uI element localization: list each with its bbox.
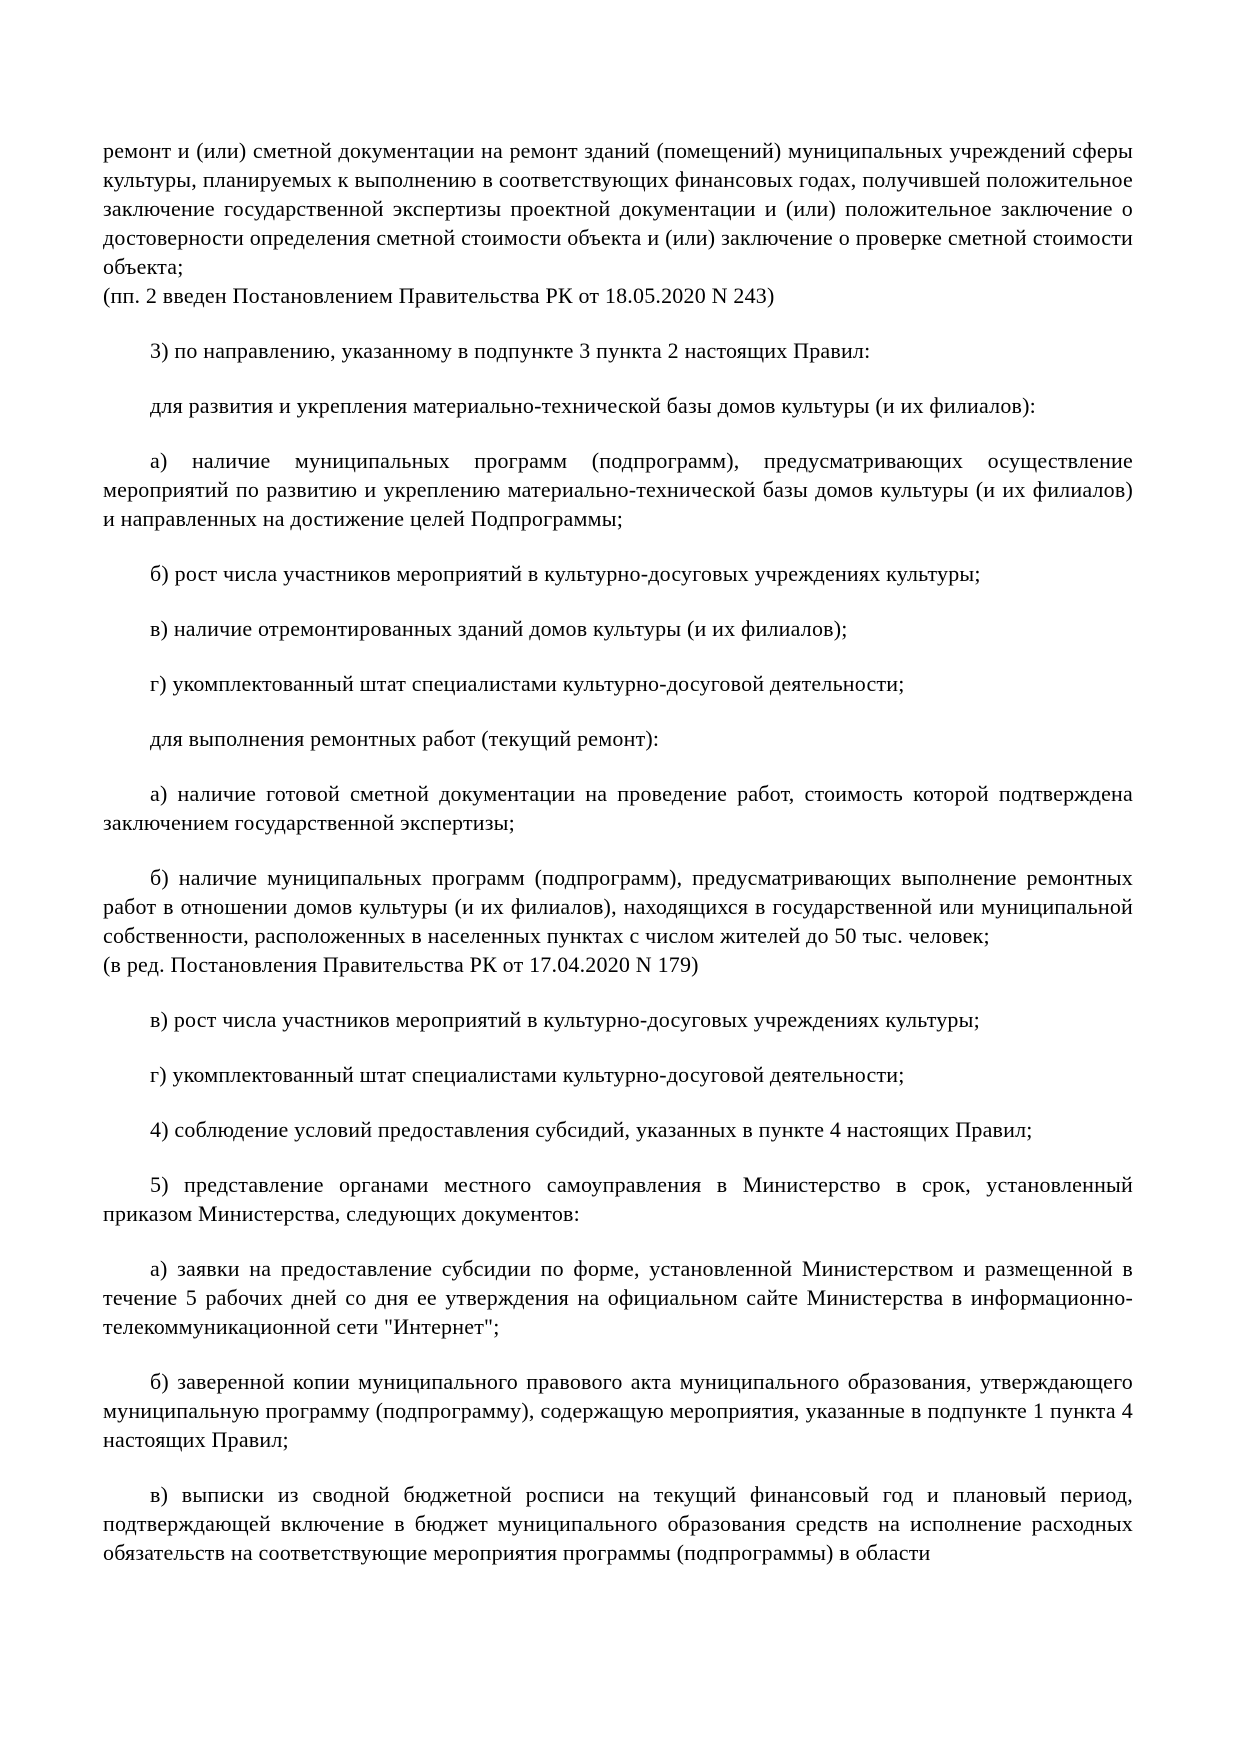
amendment-note-pp2: (пп. 2 введен Постановлением Правительства РК от 18.05.2020 N 243)	[103, 283, 775, 308]
subitem-a-municipal-programs: а) наличие муниципальных программ (подпрограмм), предусматривающих осуществление мероприятий по развитию и укреплению материально-технической базы домов культуры (и их филиалов) и направленных на достижение целей Подпрограммы;	[103, 448, 1133, 531]
subitem-v-repaired-buildings: в) наличие отремонтированных зданий домов культуры (и их филиалов);	[150, 616, 848, 641]
para-development-material-base: для развития и укрепления материально-технической базы домов культуры (и их филиалов):	[150, 393, 1036, 418]
para-repair-documentation-continuation: ремонт и (или) сметной документации на ремонт зданий (помещений) муниципальных учреждений сферы культуры, планируемых к выполнению в соответствующих финансовых годах, получившей положительное заключение государственной экспертизы проектной документации и (или) положительное заключение о достоверности определения сметной стоимости объекта и (или) заключение о проверке сметной стоимости объекта;	[103, 138, 1133, 279]
subitem-a-subsidy-application: а) заявки на предоставление субсидии по форме, установленной Министерством и размещенной в течение 5 рабочих дней со дня ее утверждения на официальном сайте Министерства в информационно-телекоммуникационной сети "Интернет";	[103, 1256, 1133, 1339]
item-3-direction: 3) по направлению, указанному в подпункте 3 пункта 2 настоящих Правил:	[150, 338, 871, 363]
item-4-subsidy-conditions: 4) соблюдение условий предоставления субсидий, указанных в пункте 4 настоящих Правил;	[150, 1117, 1033, 1142]
amendment-note-red-179: (в ред. Постановления Правительства РК от 17.04.2020 N 179)	[103, 952, 699, 977]
subitem-a-estimate-documentation: а) наличие готовой сметной документации на проведение работ, стоимость которой подтверждена заключением государственной экспертизы;	[103, 781, 1133, 835]
subitem-g-staffed-specialists-2: г) укомплектованный штат специалистами культурно-досуговой деятельности;	[150, 1062, 905, 1087]
subitem-b-certified-copy: б) заверенной копии муниципального правового акта муниципального образования, утверждающего муниципальную программу (подпрограмму), содержащую мероприятия, указанные в подпункте 1 пункта 4 настоящих Правил;	[103, 1369, 1133, 1452]
subitem-g-staffed-specialists: г) укомплектованный штат специалистами культурно-досуговой деятельности;	[150, 671, 905, 696]
subitem-b-repair-programs: б) наличие муниципальных программ (подпрограмм), предусматривающих выполнение ремонтных работ в отношении домов культуры (и их филиалов), находящихся в государственной или муниципальной собственности, расположенных в населенных пунктах с числом жителей до 50 тыс. человек;	[103, 865, 1133, 948]
subitem-v-participants-growth: в) рост числа участников мероприятий в культурно-досуговых учреждениях культуры;	[150, 1007, 980, 1032]
subitem-b-participants-growth: б) рост числа участников мероприятий в культурно-досуговых учреждениях культуры;	[150, 561, 981, 586]
para-current-repair-works: для выполнения ремонтных работ (текущий ремонт):	[150, 726, 660, 751]
item-5-documents-submission: 5) представление органами местного самоуправления в Министерство в срок, установленный приказом Министерства, следующих документов:	[103, 1172, 1133, 1226]
subitem-v-budget-extract: в) выписки из сводной бюджетной росписи на текущий финансовый год и плановый период, подтверждающей включение в бюджет муниципального образования средств на исполнение расходных обязательств на соответствующие мероприятия программы (подпрограммы) в области	[103, 1482, 1133, 1565]
